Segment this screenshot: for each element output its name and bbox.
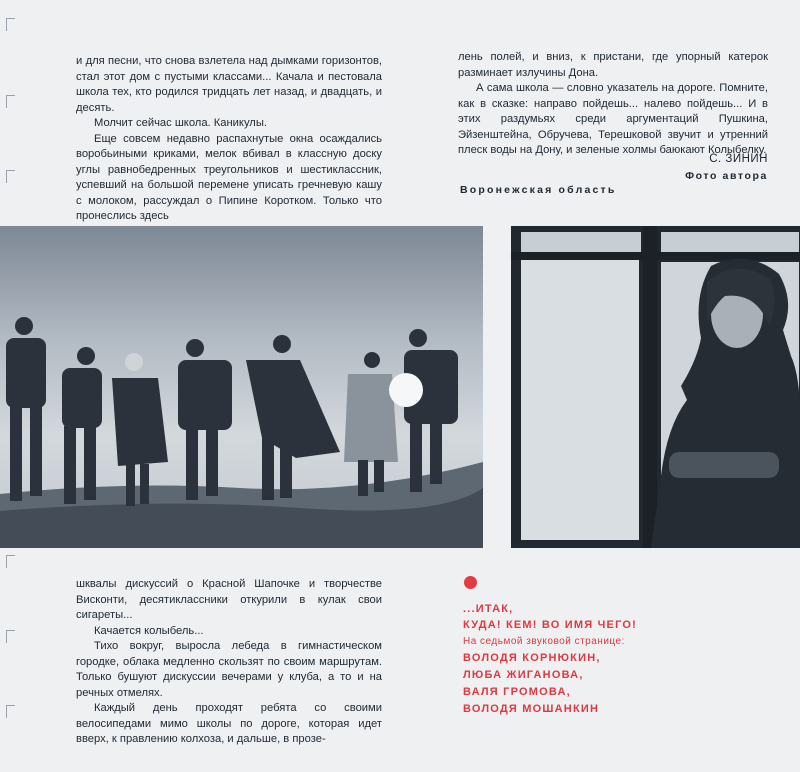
paragraph: шквалы дискуссий о Красной Шапочке и творчестве Висконти, десятиклассники откурили в кулак свои сигареты... — [76, 578, 382, 621]
photo-students-walking-image — [0, 226, 483, 548]
photo-girl-at-window-image — [511, 226, 800, 548]
red-dot-marker — [464, 576, 477, 589]
author-signature: С. ЗИНИН — [709, 153, 768, 165]
promo-line-1: ...ИТАК, — [463, 603, 514, 615]
paragraph: Еще совсем недавно распахнутые окна осаждались воробьиными криками, мелок вбивал в классную доску углы равнобедренных треугольников и шестиклассник, успевший на большой перемене упиcать гречневую кашу с молоком, рассуждал о Пипине Коротком. Только что пронеслись здесь — [76, 132, 382, 222]
paragraph: Качается колыбель... — [94, 624, 204, 637]
promo-line-2: КУДА! КЕМ! ВО ИМЯ ЧЕГО! — [463, 619, 637, 631]
paragraph: и для песни, что снова взлетела над дымками горизонтов, стал этот дом с пустыми классами... Качала и пестовала школа тех, кто родился тридцать лет назад, и двадцать, и десять. — [76, 55, 382, 114]
paragraph: А сама школа — словно указатель на дороге. Помните, как в сказке: направо пойдешь... налево пойдешь... И в этих раздумьях среди аргументаций Пушкина, Эйзенштейна, Обручева, Терешковой звучит и утренний плеск воды на Дону, и зеленые холмы баюкают Колыбелку. — [458, 82, 768, 156]
photo-girl-at-window — [511, 226, 800, 548]
promo-name: ВОЛОДЯ КОРНЮКИН, — [463, 652, 601, 664]
sound-page-promo — [463, 602, 637, 718]
photo-credit: Фото автора — [685, 170, 768, 182]
paragraph: Молчит сейчас школа. Каникулы. — [94, 117, 267, 129]
promo-name: ВАЛЯ ГРОМОВА, — [463, 686, 571, 698]
promo-name: ВОЛОДЯ МОШАНКИН — [463, 703, 600, 715]
article-column-top-left — [76, 54, 382, 225]
article-column-top-right — [458, 50, 768, 159]
photo-students-walking — [0, 226, 483, 548]
promo-name: ЛЮБА ЖИГАНОВА, — [463, 669, 584, 681]
paragraph: Каждый день проходят ребята со своими велосипедами мимо школы по дороге, которая идет вверх, к правлению колхоза, и дальше, в прозе- — [76, 702, 382, 745]
paragraph: Тихо вокруг, выросла лебеда в гимнастическом городке, облака медленно скользят по своим маршрутам. Только бушуют дискуссии вечерами у клуба, а то и на речных отмелях. — [76, 640, 382, 699]
paragraph: лень полей, и вниз, к пристани, где упорный катерок разминает излучины Дона. — [458, 51, 768, 79]
article-column-bottom-left — [76, 577, 382, 748]
region-label: Воронежская область — [460, 184, 617, 196]
promo-line-3: На седьмой звуковой странице: — [463, 636, 625, 647]
